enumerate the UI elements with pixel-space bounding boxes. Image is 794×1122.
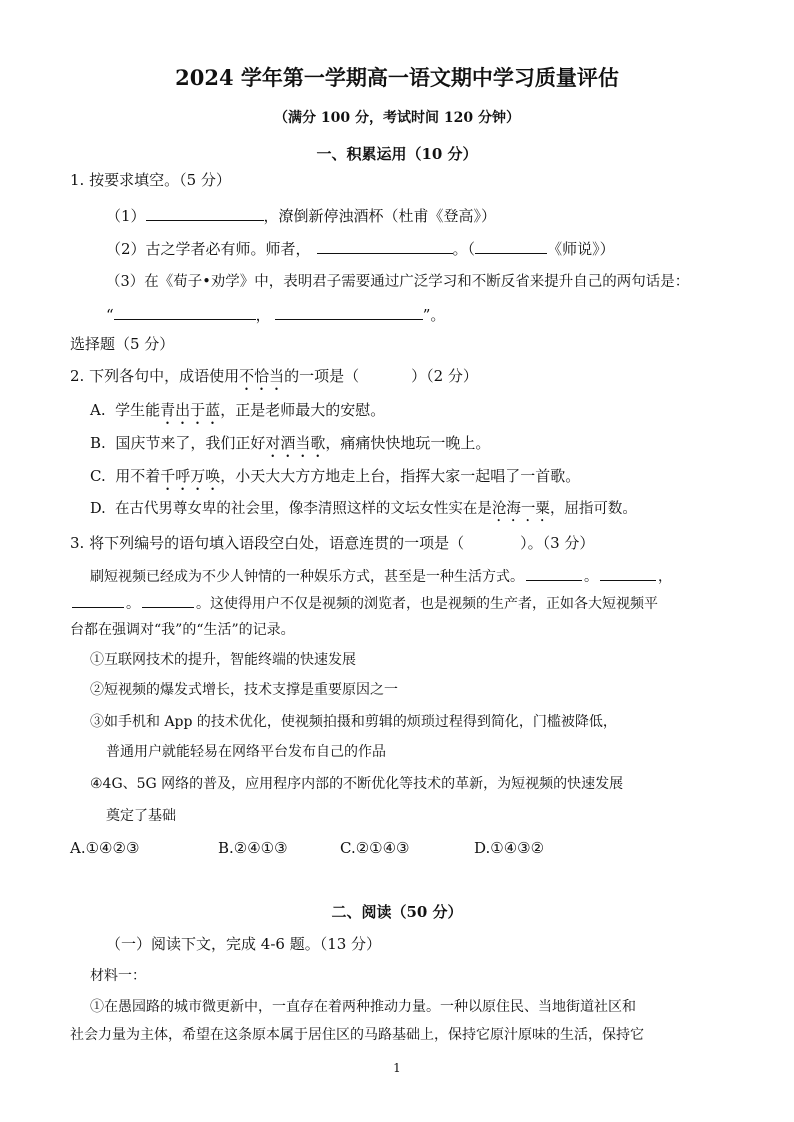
q2-option-text: 学生能 — [115, 401, 161, 419]
q1-item2-blank-1[interactable] — [317, 239, 453, 254]
q3-paragraph-line-1 — [90, 566, 672, 587]
q3-stem-text: 3. 将下列编号的语句填入语段空白处，语意连贯的一项是（ — [70, 534, 465, 552]
q3-punct: 。 — [196, 596, 210, 612]
material-line-2: 社会力量为主体，希望在这条原本属于居住区的马路基础上，保持它原汁原味的生活，保持它 — [70, 1027, 644, 1043]
q3-item-2: ②短视频的爆发式增长，技术支撑是重要原因之一 — [90, 682, 398, 698]
q3-answer-a: A.①④②③ — [70, 839, 140, 857]
q2-option-idiom: 沧海一粟 — [491, 501, 550, 517]
q1-item3-comma: ， — [255, 306, 271, 324]
q2-stem-text-2: 的一项是（ — [284, 367, 360, 385]
q1-item1-num: （1） — [106, 207, 146, 225]
q1-item2-start: （2）古之学者必有师。师者， — [106, 240, 311, 258]
q2-option-label: A. — [90, 401, 106, 419]
q3-paragraph-line-3: 台都在强调对“我”的“生活”的记录。 — [70, 622, 295, 638]
q2-option-label: B. — [90, 434, 106, 452]
choice-header: 选择题（5 分） — [70, 335, 175, 353]
q1-item3: （3）在《荀子•劝学》中，表明君子需要通过广泛学习和不断反省来提升自己的两句话是： — [106, 274, 690, 290]
q3-item-4: ④4G、5G 网络的普及，应用程序内部的不断优化等技术的革新，为短视频的快速发展 — [90, 776, 624, 792]
q1-stem: 1. 按要求填空。（5 分） — [70, 171, 231, 189]
q2-option-idiom: 青出于蓝 — [160, 401, 221, 419]
material-label: 材料一： — [90, 968, 146, 984]
q2-option-d — [90, 499, 637, 525]
q3-answer-b: B.②④①③ — [218, 839, 288, 857]
q2-option-text: ，痛痛快快地玩一晚上。 — [325, 434, 491, 452]
q1-item2-mid: 。（ — [452, 240, 476, 258]
q2-stem-text-3: ）（2 分） — [411, 367, 478, 385]
q3-blank-3[interactable] — [72, 593, 124, 608]
q2-option-text: ，小天大大方方地走上台，指挥大家一起唱了一首歌。 — [220, 467, 581, 485]
q3-item-3-cont: 普通用户就能轻易在网络平台发布自己的作品 — [106, 744, 386, 760]
material-line-1: ①在愚园路的城市微更新中，一直存在着两种推动力量。一种以原住民、当地街道社区和 — [90, 999, 636, 1015]
section-title-2: 二、阅读（50 分） — [331, 903, 463, 921]
q2-option-text: 用不着 — [115, 467, 161, 485]
q2-option-a — [90, 400, 385, 428]
q1-item2 — [106, 239, 615, 259]
q1-item3-blank-1[interactable] — [114, 305, 256, 320]
q1-item1-rest: ，潦倒新停浊酒杯（杜甫《登高》） — [263, 207, 497, 225]
q2-stem-emphasis: 不恰当 — [239, 367, 285, 385]
q3-answer-d: D.①④③② — [474, 839, 545, 857]
q3-answer-c: C.②①④③ — [340, 839, 410, 857]
q2-option-text: 在古代男尊女卑的社会里，像李清照这样的文坛女性实在是 — [114, 501, 492, 517]
q2-option-text: ，正是老师最大的安慰。 — [220, 401, 386, 419]
q1-item3-open-quote: “ — [106, 306, 114, 324]
q2-option-c — [90, 466, 580, 494]
q1-item2-end: 《师说》） — [547, 240, 615, 258]
reading-intro: （一）阅读下文，完成 4-6 题。（13 分） — [106, 935, 382, 953]
q3-blank-1[interactable] — [526, 566, 582, 581]
q1-item1-blank[interactable] — [146, 206, 264, 221]
q2-stem — [70, 366, 478, 394]
q1-item3-answer — [106, 305, 445, 325]
q2-option-text: 国庆节来了，我们正好 — [115, 434, 266, 452]
q3-stem — [70, 533, 594, 553]
q3-item-1: ①互联网技术的提升，智能终端的快速发展 — [90, 652, 356, 668]
q1-item3-close-quote: ”。 — [422, 306, 446, 324]
q3-punct: 。 — [584, 569, 598, 585]
page-title: 2024 学年第一学期高一语文期中学习质量评估 — [175, 65, 619, 90]
q1-item2-blank-2[interactable] — [475, 239, 547, 254]
q2-option-label: D. — [90, 501, 106, 517]
q3-item-4-cont: 奠定了基础 — [106, 808, 176, 824]
q3-paragraph-line-2 — [70, 593, 658, 614]
q3-punct: ， — [658, 569, 672, 585]
q2-stem-text: 2. 下列各句中，成语使用 — [70, 367, 240, 385]
q2-option-idiom: 千呼万唤 — [160, 467, 221, 485]
q1-item1 — [106, 206, 496, 226]
page-subtitle: （满分 100 分，考试时间 120 分钟） — [274, 110, 520, 126]
q1-item3-blank-2[interactable] — [275, 305, 423, 320]
q3-blank-2[interactable] — [600, 566, 656, 581]
q3-paragraph-text: 这使得用户不仅是视频的浏览者，也是视频的生产者，正如各大短视频平 — [210, 596, 658, 612]
q3-blank-4[interactable] — [142, 593, 194, 608]
section-title-1: 一、积累运用（10 分） — [316, 145, 478, 163]
q2-option-text: ，屈指可数。 — [549, 501, 637, 517]
q3-item-3: ③如手机和 App 的技术优化，使视频拍摄和剪辑的烦琐过程得到简化，门槛被降低， — [90, 714, 617, 730]
q3-stem-text-2: ）。（3 分） — [520, 534, 595, 552]
q3-paragraph-text: 刷短视频已经成为不少人钟情的一种娱乐方式，甚至是一种生活方式。 — [90, 569, 524, 585]
page-number: 1 — [393, 1061, 401, 1075]
q2-option-b — [90, 433, 490, 461]
q3-punct: 。 — [126, 596, 140, 612]
q2-option-idiom: 对酒当歌 — [265, 434, 326, 452]
q2-option-label: C. — [90, 467, 106, 485]
